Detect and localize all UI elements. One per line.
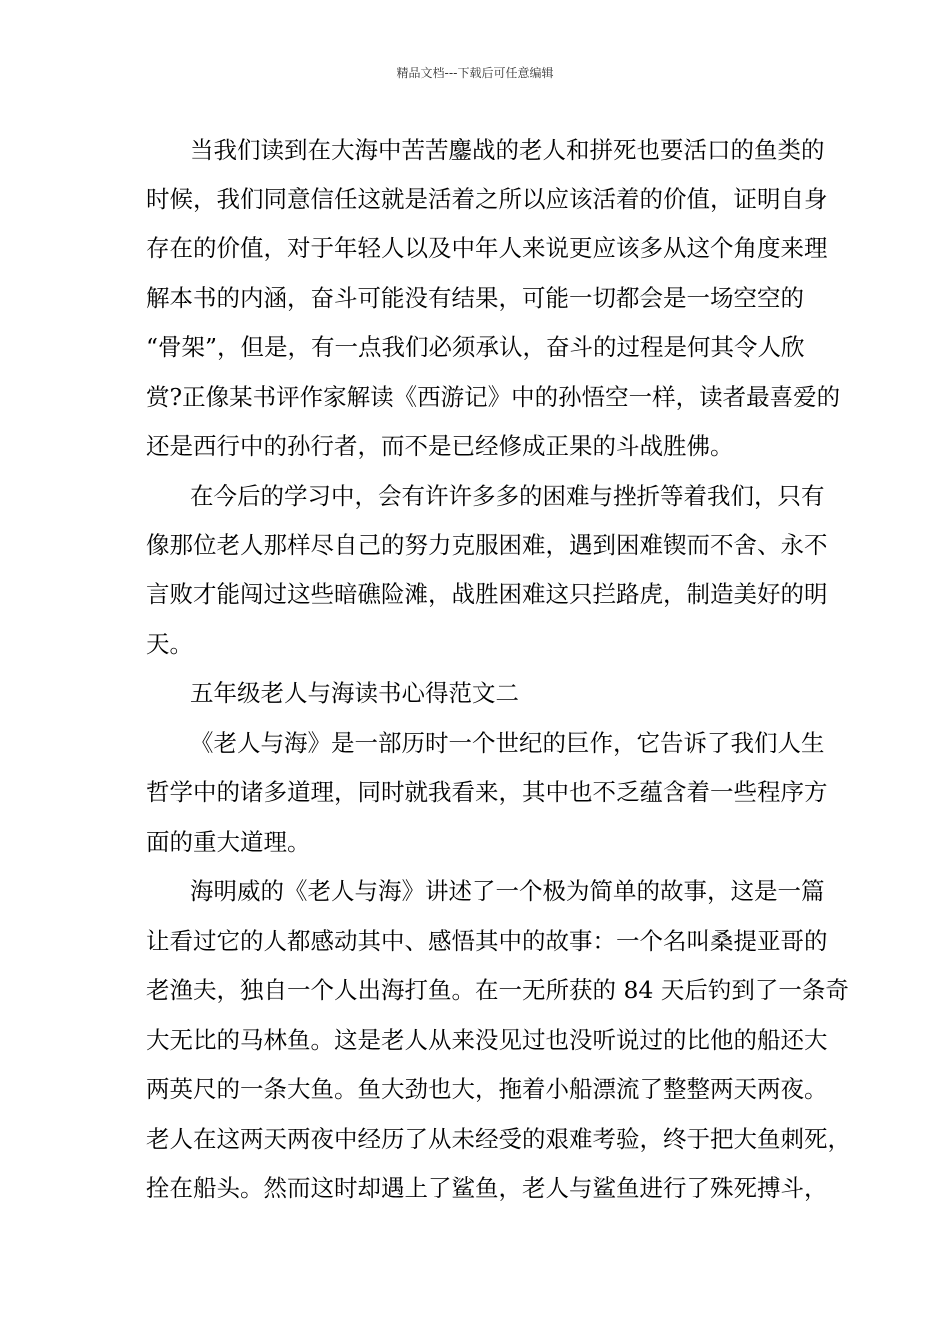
body-line: 言败才能闯过这些暗礁险滩，战胜困难这只拦路虎，制造美好的明 (146, 580, 828, 608)
body-line: 像那位老人那样尽自己的努力克服困难，遇到困难锲而不舍、永不 (146, 531, 828, 559)
section-title: 五年级老人与海读书心得范文二 (190, 679, 519, 707)
body-line: 两英尺的一条大鱼。鱼大劲也大，拖着小船漂流了整整两天两夜。 (146, 1075, 828, 1103)
body-line: “骨架”，但是，有一点我们必须承认，奋斗的过程是何其令人欣 (146, 333, 805, 361)
body-line: 老人在这两天两夜中经历了从未经受的艰难考验，终于把大鱼刺死， (146, 1125, 851, 1153)
body-line: 让看过它的人都感动其中、感悟其中的故事：一个名叫桑提亚哥的 (146, 927, 828, 955)
body-line: 天。 (146, 630, 193, 658)
page-header: 精品文档---下载后可任意编辑 (396, 66, 554, 80)
body-line: 海明威的《老人与海》讲述了一个极为简单的故事，这是一篇 (190, 877, 825, 905)
body-line: 《老人与海》是一部历时一个世纪的巨作，它告诉了我们人生 (190, 729, 825, 757)
body-line: 哲学中的诸多道理，同时就我看来，其中也不乏蕴含着一些程序方 (146, 778, 828, 806)
body-line: 在今后的学习中，会有许许多多的困难与挫折等着我们，只有 (190, 482, 825, 510)
body-line: 时候，我们同意信任这就是活着之所以应该活着的价值，证明自身 (146, 185, 828, 213)
body-line: 大无比的马林鱼。这是老人从来没见过也没听说过的比他的船还大 (146, 1026, 828, 1054)
body-line: 解本书的内涵，奋斗可能没有结果，可能一切都会是一场空空的 (146, 284, 804, 312)
body-line: 面的重大道理。 (146, 828, 311, 856)
body-line: 老渔夫，独自一个人出海打鱼。在一无所获的 84 天后钓到了一条奇 (146, 976, 849, 1004)
body-line: 当我们读到在大海中苦苦鏖战的老人和拼死也要活口的鱼类的 (190, 136, 825, 164)
body-line: 还是西行中的孙行者，而不是已经修成正果的斗战胜佛。 (146, 432, 734, 460)
body-line: 存在的价值，对于年轻人以及中年人来说更应该多从这个角度来理 (146, 234, 828, 262)
body-line: 赏?正像某书评作家解读《西游记》中的孙悟空一样，读者最喜爱的 (146, 383, 841, 411)
body-line: 拴在船头。然而这时却遇上了鲨鱼，老人与鲨鱼进行了殊死搏斗， (146, 1174, 828, 1202)
